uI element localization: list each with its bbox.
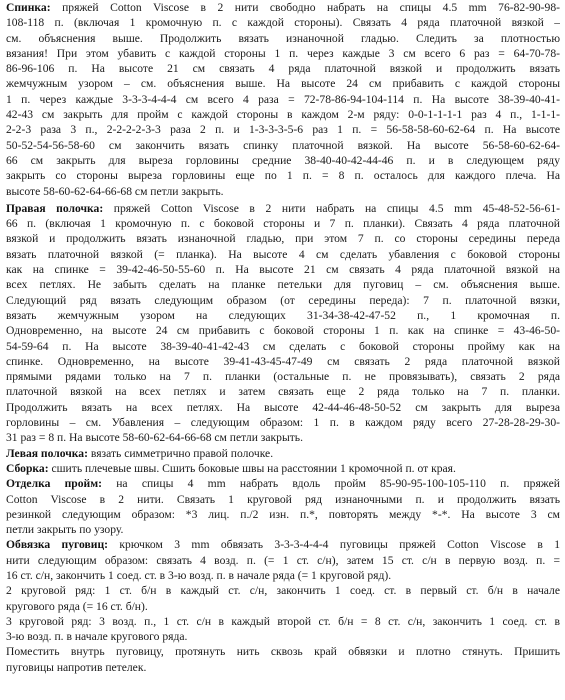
section-text-line: на спицы 4 mm набрать вдоль пройм 85-90-95-100-105-110 п. пряжей bbox=[101, 477, 560, 491]
section-text-line: Следующий ряд вязать следующим образом (от середины переда): 7 п. платочной вязки, bbox=[6, 293, 560, 307]
section-text-line: 86-96-106 п. На высоте 21 см связать 4 ряда платочной вязкой и продолжить вязать bbox=[6, 62, 560, 76]
section-heading-assembly: Сборка: bbox=[6, 461, 49, 475]
section-button-covering bbox=[6, 537, 560, 675]
section-text-line: 16 ст. с/н, закончить 1 соед. ст. в 3-ю возд. п. в начале ряда (= 1 круговой ряд). bbox=[6, 568, 392, 582]
section-text-line: всех петлях. Не забыть сделать на планке петельки для пуговиц – см. объяснения выше. bbox=[6, 278, 560, 292]
section-text-line: см. объяснения выше. Продолжить вязать изнаночной гладью. Следить за плотностью bbox=[6, 31, 560, 45]
section-text-line: горловины – см. Убавления – следующим образом: 1 п. в каждом ряду всего 27-28-28-29-30- bbox=[6, 416, 560, 430]
section-text-line: 54-59-64 п. На высоте 38-39-40-41-42-43 см сделать с боковой стороны пройму как на bbox=[6, 339, 560, 353]
section-text-line: спинке. Одновременно, на высоте 39-41-43-45-47-49 см связать 2 ряда платочной вязкой bbox=[6, 354, 560, 368]
section-armhole-edging bbox=[6, 476, 560, 537]
section-left-front bbox=[6, 446, 560, 461]
section-heading-armhole-edging: Отделка пройм: bbox=[6, 477, 102, 491]
section-text-line: вязкой и продолжить вязать изнаночной гладью, при этом 7 п. со стороны середины переда bbox=[6, 232, 560, 246]
section-text-line: 2 круговой ряд: 1 ст. б/н в каждый ст. с/н, закончить 1 соед. ст. в первый ст. б/н в начале bbox=[6, 584, 560, 598]
section-text-line: 42-43 см закрыть для пройм с каждой стороны в каждом 2-м ряду: 0-0-1-1-1-1 раз 4 п., 1-1-1- bbox=[6, 108, 560, 122]
section-text-line: Продолжить вязать на всех петлях. На высоте 42-44-46-48-50-52 см закрыть для выреза bbox=[6, 400, 560, 414]
section-text-line: пряжей Cotton Viscose в 2 нити набрать на спицы 4.5 mm 45-48-52-56-61- bbox=[103, 201, 560, 215]
section-text-line: высоте 58-60-62-64-66-68 см петли закрыть. bbox=[6, 184, 224, 198]
section-text-line: резинкой следующим образом: *3 лиц. п./2 изн. п.*, повторять между *-*. На высоте 3 см bbox=[6, 507, 560, 521]
section-back bbox=[6, 0, 560, 199]
section-text-line: 3-ю возд. п. в начале кругового ряда. bbox=[6, 630, 188, 644]
section-text-line: как на спинке = 39-42-46-50-55-60 п. На высоте 21 см связать 4 ряда платочной вязкой на bbox=[6, 263, 560, 277]
section-text-line: 50-52-54-56-58-60 см закончить вязать спинку платочной вязкой. На высоте 56-58-60-62-64- bbox=[6, 138, 560, 152]
section-text-line: Поместить внутрь пуговицу, протянуть нить сквозь край обвязки и плотно стянуть. Пришить bbox=[6, 645, 560, 659]
section-text-line: 1 п. через каждые 3-3-3-4-4-4 см всего 4 раза = 72-78-86-94-104-114 п. На высоте 38-39-40-41- bbox=[6, 92, 560, 106]
section-right-front bbox=[6, 201, 560, 446]
section-text-line: 66 см закрыть для выреза горловины средние 38-40-40-42-44-46 п. и в следующем ряду bbox=[6, 153, 560, 167]
section-text-line: вязать симметрично правой полочке. bbox=[87, 446, 274, 460]
knitting-instructions-document bbox=[6, 0, 560, 675]
section-text-line: вязать жемчужным узором на следующих 31-34-38-42-47-52 п., 1 кромочная п. bbox=[6, 308, 560, 322]
section-text-line: 2-2-3 раза 3 п., 2-2-2-2-3-3 раза 2 п. и 1-3-3-3-5-6 раз 1 п. = 56-58-58-60-62-64 п. На высоте bbox=[6, 123, 560, 137]
section-text-line: пуговицы напротив петелек. bbox=[6, 660, 147, 674]
section-text-line: петли закрыть по узору. bbox=[6, 523, 124, 537]
section-text-line: нити следующим образом: связать 4 возд. п. (= 1 ст. с/н), затем 15 ст. с/н в первую возд. п. = bbox=[6, 553, 560, 567]
section-text-line: 3 круговой ряд: 3 возд. п., 1 ст. с/н в каждый второй ст. б/н = 8 ст. с/н, закончить 1 соед. ст. в bbox=[6, 614, 560, 628]
section-text-line: вязания! При этом убавить с каждой стороны 1 п. через каждые 3 см всего 6 раз = 64-70-78- bbox=[6, 46, 560, 60]
section-text-line: платочной вязкой на всех петлях и затем связать еще 2 ряда только на 7 п. планки. bbox=[6, 385, 560, 399]
section-text-line: сшить плечевые швы. Сшить боковые швы на расстоянии 1 кромочной п. от края. bbox=[48, 461, 456, 475]
section-text-line: кругового ряда (= 16 ст. б/н). bbox=[6, 599, 148, 613]
section-heading-button-covering: Обвязка пуговиц: bbox=[6, 538, 108, 552]
section-text-line: Одновременно, на высоте 24 см прибавить с боковой стороны 1 п. как на спинке = 43-46-50- bbox=[6, 324, 560, 338]
section-text-line: жемчужным узором – см. объяснения выше. На высоте 24 см прибавить с каждой стороны bbox=[6, 77, 560, 91]
section-text-line: прямыми рядами только на 7 п. планки (остальные п. не провязывать), связать 2 ряда bbox=[6, 370, 560, 384]
section-text-line: пряжей Cotton Viscose в 2 нити свободно набрать на спицы 4.5 mm 76-82-90-98- bbox=[50, 1, 560, 14]
section-text-line: вязать платочной вязкой (= планка). На высоте 4 см сделать убавления с боковой стороны bbox=[6, 247, 560, 261]
section-text-line: 66 п. (включая 1 кромочную п. с боковой стороны и 7 п. планки). Связать 4 ряда платочной bbox=[6, 217, 560, 231]
section-text-line: 31 раз = 8 п. На высоте 58-60-62-64-66-68 см петли закрыть. bbox=[6, 431, 303, 445]
section-heading-left-front: Левая полочка: bbox=[6, 446, 88, 460]
section-text-line: 108-118 п. (включая 1 кромочную п. с каждой стороны). Связать 4 ряда платочной вязкой – bbox=[6, 16, 560, 30]
section-assembly bbox=[6, 461, 560, 476]
section-text-line: Cotton Viscose в 2 нити. Связать 1 круговой ряд изнаночными п. и продолжить вязать bbox=[6, 492, 560, 506]
section-text-line: крючком 3 mm обвязать 3-3-3-4-4-4 пуговицы пряжей Cotton Viscose в 1 bbox=[108, 538, 560, 552]
section-text-line: закрыть со стороны выреза горловины еще по 1 п. = 8 п. осталось для каждого плеча. На bbox=[6, 169, 560, 183]
section-heading-right-front: Правая полочка: bbox=[6, 201, 104, 215]
section-heading-back: Спинка: bbox=[6, 1, 51, 14]
